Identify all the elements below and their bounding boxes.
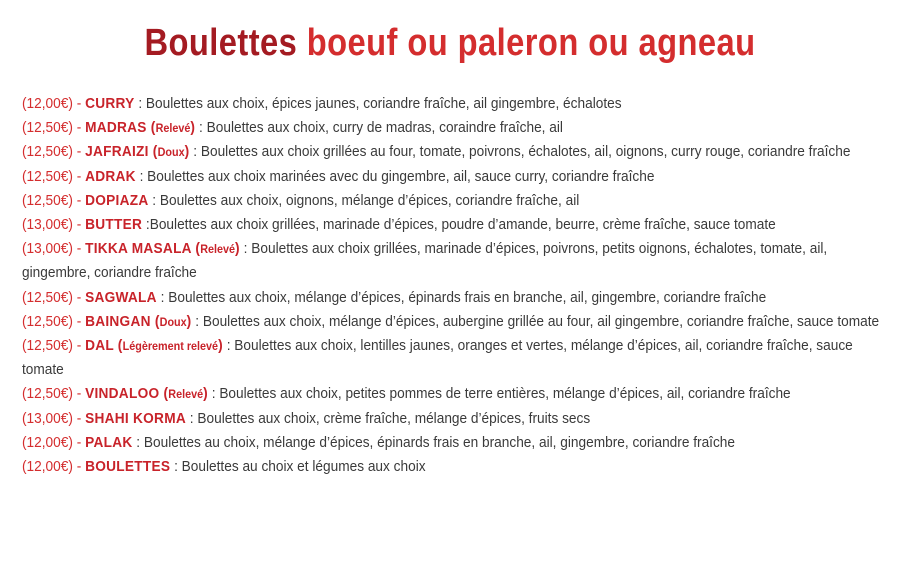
dish-item bbox=[22, 189, 882, 213]
dish-description: : Boulettes aux choix, mélange d’épices, épinards frais en branche, ail, gingembre, coriandre fraîche bbox=[156, 288, 767, 306]
dish-name-close: ) bbox=[218, 337, 223, 355]
dish-separator: - bbox=[72, 167, 86, 185]
dish-name-close: ) bbox=[190, 119, 196, 137]
dish-description: : Boulettes aux choix, crème fraîche, mélange d’épices, fruits secs bbox=[186, 409, 591, 427]
dish-price: (12,50€) bbox=[22, 143, 73, 161]
dish-spice-level: Légèrement relevé bbox=[122, 339, 219, 354]
dish-spice-level: Doux bbox=[159, 314, 187, 329]
dish-item bbox=[22, 334, 882, 382]
dish-price: (12,50€) bbox=[22, 385, 73, 403]
dish-price: (12,50€) bbox=[22, 312, 73, 330]
dish-price: (12,00€) bbox=[22, 433, 73, 451]
dish-separator: - bbox=[72, 312, 86, 330]
dish-item bbox=[22, 382, 882, 406]
dish-separator: - bbox=[72, 409, 86, 427]
dish-name-close: ) bbox=[203, 385, 208, 403]
dish-separator: - bbox=[72, 216, 86, 234]
dish-price: (13,00€) bbox=[22, 240, 73, 258]
dish-item bbox=[22, 213, 882, 237]
dish-price: (13,00€) bbox=[22, 409, 73, 427]
dish-price: (13,00€) bbox=[22, 216, 73, 234]
dish-name: TIKKA MASALA ( bbox=[85, 240, 201, 258]
dish-item bbox=[22, 165, 882, 189]
dish-item bbox=[22, 92, 882, 116]
dish-description: : Boulettes aux choix, lentilles jaunes, oranges et vertes, mélange d’épices, ail, coriandre fraîche, sauce tomate bbox=[22, 337, 853, 379]
dish-list bbox=[22, 92, 882, 479]
dish-description: : Boulettes aux choix, oignons, mélange d’épices, coriandre fraîche, ail bbox=[148, 191, 580, 209]
dish-name: ADRAK bbox=[85, 167, 136, 185]
dish-name: VINDALOO ( bbox=[85, 385, 169, 403]
dish-name: PALAK bbox=[85, 433, 133, 451]
dish-name: MADRAS ( bbox=[85, 119, 156, 137]
dish-item bbox=[22, 455, 882, 479]
dish-price: (12,50€) bbox=[22, 191, 73, 209]
dish-item bbox=[22, 310, 882, 334]
dish-spice-level: Relevé bbox=[155, 121, 191, 136]
dish-name: DOPIAZA bbox=[85, 191, 149, 209]
dish-description: : Boulettes aux choix, curry de madras, coraindre fraîche, ail bbox=[195, 119, 563, 137]
dish-spice-level: Relevé bbox=[168, 387, 204, 402]
dish-price: (12,50€) bbox=[22, 337, 73, 355]
dish-separator: - bbox=[72, 288, 86, 306]
dish-item bbox=[22, 407, 882, 431]
dish-separator: - bbox=[72, 385, 86, 403]
dish-name: SHAHI KORMA bbox=[85, 409, 187, 427]
dish-separator: - bbox=[72, 191, 86, 209]
dish-spice-level: Relevé bbox=[200, 242, 236, 257]
dish-name: BOULETTES bbox=[85, 458, 171, 476]
dish-name: BUTTER bbox=[85, 216, 143, 234]
dish-price: (12,50€) bbox=[22, 167, 73, 185]
dish-price: (12,50€) bbox=[22, 288, 73, 306]
dish-separator: - bbox=[72, 458, 86, 476]
dish-description: : Boulettes au choix, mélange d’épices, épinards frais en branche, ail, gingembre, coriandre fraîche bbox=[132, 433, 736, 451]
dish-description: : Boulettes aux choix grillées au four, tomate, poivrons, échalotes, ail, oignons, curry rouge, coriandre fraîche bbox=[189, 143, 851, 161]
dish-separator: - bbox=[72, 337, 86, 355]
dish-spice-level: Doux bbox=[157, 145, 185, 160]
dish-item bbox=[22, 286, 882, 310]
dish-separator: - bbox=[72, 95, 86, 112]
dish-item bbox=[22, 116, 882, 140]
page-title bbox=[63, 22, 837, 65]
dish-item bbox=[22, 140, 882, 164]
dish-name-close: ) bbox=[235, 240, 240, 258]
dish-name: DAL ( bbox=[85, 337, 123, 355]
dish-name: CURRY bbox=[85, 95, 135, 112]
dish-description: : Boulettes aux choix, épices jaunes, coriandre fraîche, ail gingembre, échalotes bbox=[134, 95, 622, 112]
dish-description: :Boulettes aux choix grillées, marinade d’épices, poudre d’amande, beurre, crème fraîche, sauce tomate bbox=[142, 216, 776, 234]
dish-name-close: ) bbox=[186, 312, 192, 330]
dish-separator: - bbox=[72, 433, 86, 451]
dish-item bbox=[22, 431, 882, 455]
dish-description: : Boulettes aux choix grillées, marinade d’épices, poivrons, petits oignons, échalotes, tomate, ail, gingembre, coriandre fraîche bbox=[22, 240, 828, 282]
dish-price: (12,50€) bbox=[22, 119, 73, 137]
title-part-2: boeuf ou paleron ou agneau bbox=[306, 22, 756, 64]
dish-description: : Boulettes au choix et légumes aux choix bbox=[170, 458, 426, 476]
dish-name: BAINGAN ( bbox=[85, 312, 160, 330]
dish-description: : Boulettes aux choix, petites pommes de terre entières, mélange d’épices, ail, coriandre fraîche bbox=[207, 385, 791, 403]
dish-price: (12,00€) bbox=[22, 458, 73, 476]
dish-name-close: ) bbox=[184, 143, 190, 161]
dish-price: (12,00€) bbox=[22, 95, 73, 112]
dish-name: JAFRAIZI ( bbox=[85, 143, 158, 161]
dish-description: : Boulettes aux choix marinées avec du gingembre, ail, sauce curry, coriandre fraîche bbox=[135, 167, 655, 185]
title-part-1: Boulettes bbox=[144, 22, 298, 64]
dish-item bbox=[22, 237, 882, 285]
dish-description: : Boulettes aux choix, mélange d’épices, aubergine grillée au four, ail gingembre, coriandre fraîche, sauce tomate bbox=[191, 312, 880, 330]
dish-name: SAGWALA bbox=[85, 288, 157, 306]
dish-separator: - bbox=[72, 119, 86, 137]
dish-separator: - bbox=[72, 240, 86, 258]
dish-separator: - bbox=[72, 143, 86, 161]
